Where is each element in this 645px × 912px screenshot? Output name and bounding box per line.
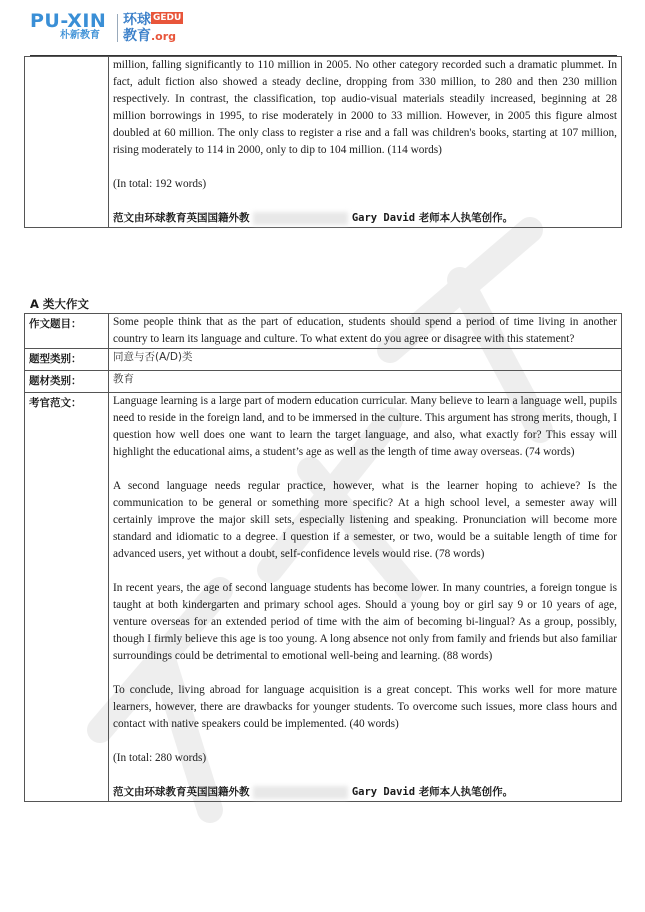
top-paragraph: million, falling significantly to 110 million in 2005. No other category recorded such a dramatic plummet. In fact, adult fiction also showed a steady decline, dropping from 330 million, to 280 and then 230 million respectively. In contrast, the classification, top audio-visual materials steadily increased, beginning at 28 million borrowings in 1995, to rise moderately in 2000 to 33 million. However, in 2005 this figure almost doubled at 60 million. The only class to register a rise and a fall was children's books, starting at 107 million, rising moderately to 114 in 2000, only to dip to 104 million. (114 words) [113,59,617,156]
top-essay-table [24,56,622,228]
gedu-org: .org [151,30,177,43]
gedu-logo-cn2: 教育 [123,28,151,44]
sample-label: 考官范文： [25,393,109,802]
redacted-name [253,212,348,225]
top-label-cell [25,57,109,228]
topic-cell [109,314,622,349]
redacted-name [253,786,348,799]
gedu-logo-cn: 环球 [123,12,151,28]
essay-paragraph-4: To conclude, living abroad for language acquisition is a great concept. This works well for more mature learners, however, there are drawbacks for younger students. To overcome such issues, more class hours and contact with native speakers could be implemented. (40 words) [113,684,617,730]
essay-total: (In total: 280 words) [113,752,207,764]
gedu-logo [123,12,193,44]
essay-paragraph-2: A second language needs regular practice, however, what is the learner hoping to achieve? Is the communication to be general or something more specific? At a high school level, a semester away will certainly improve the major skill sets, especially listening and speaking. Pronunciation will become more standard and idiomatic to a degree. I question if a semester, or two, would be a suitable length of time for advanced users, yet without a doubt, self-confidence levels would rise. (78 words) [113,480,617,560]
subject-label: 题材类别： [25,371,109,393]
top-credit-post: 老师本人执笔创作。 [418,212,514,224]
puxin-logo-text: PU-XIN [30,10,107,32]
top-credit-name: Gary David [351,212,416,224]
top-credit [113,210,617,227]
top-credit-pre: 范文由环球教育英国国籍外教 [113,212,250,224]
essay-credit [113,784,617,801]
sample-cell [109,393,622,802]
logo [30,12,190,44]
essay-credit-name: Gary David [351,786,416,798]
section-title: A 类大作文 [30,297,89,311]
essay-table [24,313,622,802]
essay-credit-pre: 范文由环球教育英国国籍外教 [113,786,250,798]
topic-label: 作文题目： [25,314,109,349]
subject-value: 教育 [109,371,622,393]
top-content-cell [109,57,622,228]
topic-text: Some people think that as the part of education, students should spend a period of time living in another country to learn its language and culture. To what extent do you agree or disagree with this statement? [113,316,617,345]
essay-paragraph-3: In recent years, the age of second language students has become lower. In many countries, a foreign tongue is taught at both kindergarten and primary school ages. Should a young boy or girl say 9 or 10 years of age, venture overseas for an extended period of time with the aim of becoming bi-lingual? As a group, possibly, though I firmly believe this age is too young. A long absence not only from family and friends but also familiar surroundings could be detrimental to emotional well-being and learning. (88 words) [113,582,617,662]
essay-credit-post: 老师本人执笔创作。 [418,786,514,798]
puxin-logo [30,12,114,44]
logo-divider [117,14,118,42]
top-total: (In total: 192 words) [113,178,207,190]
gedu-badge: GEDU [153,13,182,23]
type-value: 同意与否(A/D)类 [109,349,622,371]
essay-paragraph-1: Language learning is a large part of modern education curricular. Many believe to learn a language well, pupils need to reside in the foreign land, and to be immersed in the culture. This argument has strong merits, though, I question how well does one want to learn the target language, and also, what exactly for? This essay will highlight the educational aims, a student’s age as well as the length of time away overseas. (74 words) [113,395,617,458]
type-label: 题型类别： [25,349,109,371]
puxin-logo-cn: 朴新教育 [60,30,100,41]
